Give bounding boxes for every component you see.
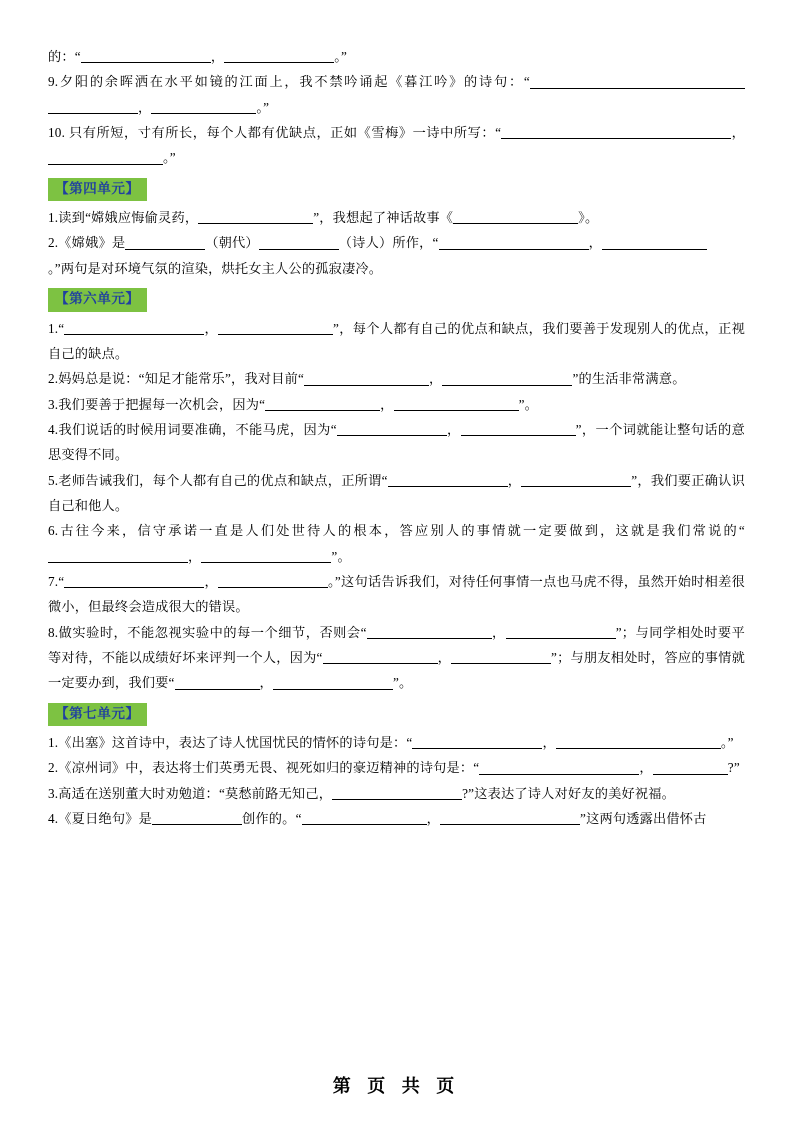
section-heading-unit-7: 【第七单元】 xyxy=(48,703,147,726)
item-text: 《出塞》这首诗中，表达了诗人忧国忧民的情怀的诗句是：“ xyxy=(58,735,413,751)
item-text: ， xyxy=(437,650,452,665)
answer-blank[interactable] xyxy=(48,549,188,563)
item-text: 妈妈总是说：“知足才能常乐”，我对目前“ xyxy=(58,371,305,387)
item-text: 我们说话的时候用词要准确，不能马虎，因为“ xyxy=(58,421,337,437)
answer-blank[interactable] xyxy=(661,736,721,750)
item-text: ”。 xyxy=(331,548,351,564)
answer-blank[interactable] xyxy=(506,626,616,640)
answer-blank[interactable] xyxy=(218,575,328,589)
top-fragment-prefix: 的：“ xyxy=(48,49,81,64)
item-text: 做实验时，不能忽视实验中的每一个细节，否则会“ xyxy=(58,624,367,640)
item-text: 。” xyxy=(163,150,176,166)
item-text: ， xyxy=(639,760,653,776)
answer-blank[interactable] xyxy=(440,812,580,826)
answer-blank[interactable] xyxy=(48,101,138,115)
item-text: ， xyxy=(429,371,443,387)
item-text: 老师告诫我们，每个人都有自己的优点和缺点，正所谓“ xyxy=(58,472,388,488)
item-text: 《凉州词》中，表达将士们英勇无畏、视死如归的豪迈精神的诗句是：“ xyxy=(58,760,480,776)
item-text: “ xyxy=(58,573,65,589)
answer-blank[interactable] xyxy=(556,736,661,750)
answer-blank[interactable] xyxy=(151,101,256,115)
answer-blank[interactable] xyxy=(259,236,339,250)
item-number: 4. xyxy=(48,811,59,827)
item-text: ”，一个词就能让整句话的意思变得不同。 xyxy=(48,421,746,463)
answer-blank[interactable] xyxy=(198,211,313,225)
item-text: ， xyxy=(588,235,602,251)
item-text: ， xyxy=(138,99,152,115)
question-item-s7-3 xyxy=(48,781,745,806)
item-number: 3. xyxy=(48,396,59,412)
answer-blank[interactable] xyxy=(671,126,731,140)
item-text-cont: 。”两句是对环境气氛的渲染，烘托女主人公的孤寂凄冷。 xyxy=(48,260,383,276)
question-item-s6-1 xyxy=(48,316,745,367)
item-text: ”，我想起了神话故事《 xyxy=(313,210,454,226)
item-text: ”。 xyxy=(518,396,539,412)
item-text: 。” xyxy=(720,735,734,751)
item-text: 《夏日绝句》是 xyxy=(58,811,153,827)
item-text: ”。 xyxy=(392,675,413,691)
answer-blank[interactable] xyxy=(653,761,728,775)
answer-blank[interactable] xyxy=(64,575,204,589)
answer-blank[interactable] xyxy=(81,50,211,64)
section-heading-unit-4: 【第四单元】 xyxy=(48,178,147,201)
item-text: ”；与朋友相处时，答应的事情就一定要办到，我们要“ xyxy=(48,650,745,691)
answer-blank[interactable] xyxy=(218,321,333,335)
item-text: 创作的。“ xyxy=(242,811,302,827)
answer-blank[interactable] xyxy=(332,787,462,801)
item-number: 10. xyxy=(48,125,66,141)
answer-blank[interactable] xyxy=(224,50,334,64)
item-text: 古往今来，信守承诺一直是人们处世待人的根本，答应别人的事情就一定要做到，这就是我们常说的“ xyxy=(58,523,745,539)
question-item-s6-3 xyxy=(48,392,745,417)
question-item-s6-5 xyxy=(48,468,745,519)
item-text: ”，我们要正确认识自己和他人。 xyxy=(48,472,746,513)
answer-blank[interactable] xyxy=(461,423,576,437)
item-number: 4. xyxy=(48,421,59,437)
answer-blank[interactable] xyxy=(501,126,671,140)
answer-blank[interactable] xyxy=(302,812,427,826)
answer-blank[interactable] xyxy=(323,651,438,665)
item-text: 我们要善于把握每一次机会，因为“ xyxy=(58,396,266,412)
question-item-s6-6 xyxy=(48,518,745,569)
answer-blank[interactable] xyxy=(388,473,508,487)
item-text: ”；与同学相处时要平等对待，不能以成绩好坏来评判一个人，因为“ xyxy=(48,624,746,665)
question-item-10 xyxy=(48,120,745,171)
question-item-s6-8 xyxy=(48,620,745,696)
answer-blank[interactable] xyxy=(394,397,519,411)
answer-blank[interactable] xyxy=(479,761,639,775)
item-number: 3. xyxy=(48,785,59,801)
item-number: 9. xyxy=(48,74,59,90)
top-fragment-suffix: 。” xyxy=(334,49,348,64)
question-item-s6-7 xyxy=(48,569,745,620)
item-number: 8. xyxy=(48,624,59,640)
question-item-s7-1 xyxy=(48,730,745,755)
item-text: ”的生活非常满意。 xyxy=(572,371,686,387)
answer-blank[interactable] xyxy=(412,736,542,750)
page-footer: 第 页 共 页 xyxy=(332,1076,461,1096)
section-heading-wrap-6 xyxy=(48,281,745,315)
item-text: ， xyxy=(259,675,273,691)
answer-blank[interactable] xyxy=(453,211,578,225)
item-text: ， xyxy=(446,421,461,437)
answer-blank[interactable] xyxy=(367,626,492,640)
answer-blank[interactable] xyxy=(273,676,393,690)
item-text: 读到“嫦娥应悔偷灵药， xyxy=(58,210,199,226)
question-item-s7-4 xyxy=(48,806,745,831)
item-number: 2. xyxy=(48,760,59,776)
item-text: （朝代） xyxy=(205,235,259,251)
section-heading-wrap-4 xyxy=(48,171,745,205)
item-number: 2. xyxy=(48,371,59,387)
answer-blank[interactable] xyxy=(337,423,447,437)
answer-blank[interactable] xyxy=(602,236,707,250)
item-text: ?” xyxy=(727,760,740,776)
item-text: 。”这句话告诉我们，对待任何事情一点也马虎不得，虽然开始时相差很微小，但最终会造成很大的错误。 xyxy=(48,573,746,615)
answer-blank[interactable] xyxy=(451,651,551,665)
item-text: ”，每个人都有自己的优点和缺点，我们要善于发现别人的优点，正视自己的缺点。 xyxy=(48,320,745,361)
answer-blank[interactable] xyxy=(439,236,589,250)
answer-blank[interactable] xyxy=(152,812,242,826)
top-fragment-mid: ， xyxy=(210,49,225,64)
answer-blank[interactable] xyxy=(201,549,331,563)
answer-blank[interactable] xyxy=(265,397,380,411)
section-heading-unit-6: 【第六单元】 xyxy=(48,288,147,311)
answer-blank[interactable] xyxy=(64,321,204,335)
item-text: 《嫦娥》是 xyxy=(58,235,126,251)
item-text: ， xyxy=(204,573,218,589)
item-number: 1. xyxy=(48,210,59,226)
item-text: 夕阳的余晖洒在水平如镜的江面上，我不禁吟诵起《暮江吟》的诗句：“ xyxy=(58,74,530,90)
item-text: （诗人）所作，“ xyxy=(338,235,439,251)
item-text: 高适在送别董大时劝勉道：“莫愁前路无知己， xyxy=(58,785,333,801)
item-text: “ xyxy=(58,320,65,336)
top-fragment-line xyxy=(48,44,745,69)
item-text: ， xyxy=(426,811,441,827)
question-item-s4-1 xyxy=(48,205,745,230)
item-text: ， xyxy=(507,472,522,488)
item-number: 2. xyxy=(48,235,59,251)
question-item-s6-2 xyxy=(48,366,745,391)
question-item-s7-2 xyxy=(48,755,745,780)
item-number: 6. xyxy=(48,523,59,539)
item-text: 只有所短，寸有所长，每个人都有优缺点，正如《雪梅》一诗中所写：“ xyxy=(68,125,502,141)
item-text: ， xyxy=(204,320,219,336)
section-heading-wrap-7 xyxy=(48,696,745,730)
answer-blank[interactable] xyxy=(521,473,631,487)
item-text: 。” xyxy=(256,99,270,115)
answer-blank[interactable] xyxy=(304,372,429,386)
answer-blank[interactable] xyxy=(125,236,205,250)
item-number: 1. xyxy=(48,320,59,336)
answer-blank[interactable] xyxy=(530,75,745,89)
item-text: ， xyxy=(542,735,556,751)
question-item-9 xyxy=(48,69,745,120)
item-text: 》。 xyxy=(578,210,599,226)
item-text: ， xyxy=(491,624,506,640)
item-text: ， xyxy=(380,396,394,412)
question-item-s6-4 xyxy=(48,417,745,468)
answer-blank[interactable] xyxy=(175,676,260,690)
item-text: ”这两句透露出借怀古 xyxy=(580,811,707,827)
item-number: 5. xyxy=(48,472,59,488)
answer-blank[interactable] xyxy=(442,372,572,386)
item-text: ， xyxy=(188,548,202,564)
item-number: 7. xyxy=(48,573,59,589)
answer-blank[interactable] xyxy=(48,151,163,165)
question-item-s4-2 xyxy=(48,230,745,281)
item-number: 1. xyxy=(48,735,59,751)
item-text: ， xyxy=(731,125,745,141)
item-text: ?”这表达了诗人对好友的美好祝福。 xyxy=(462,785,676,801)
